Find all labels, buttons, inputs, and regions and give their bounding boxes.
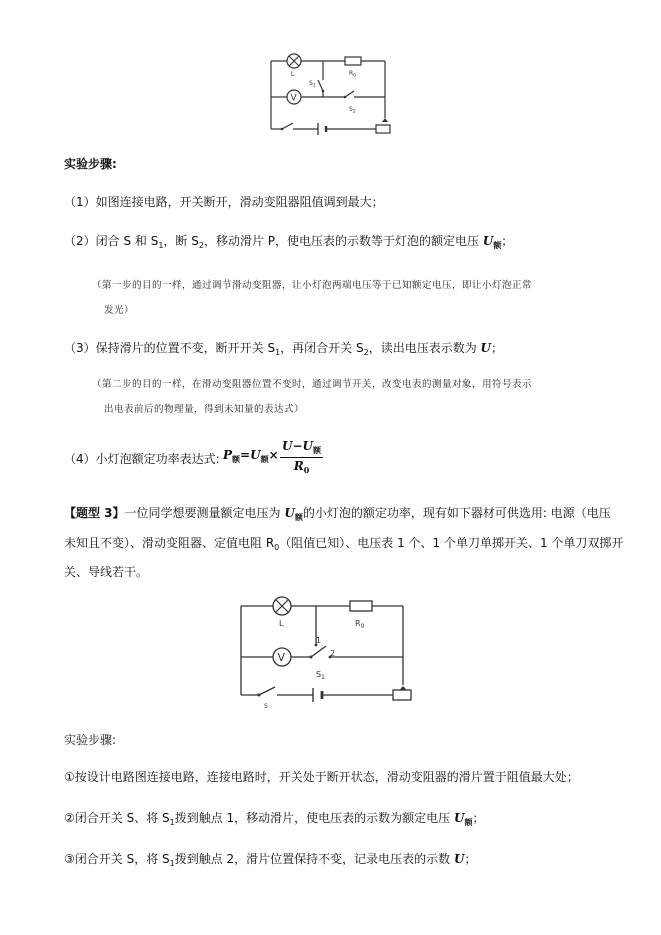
voltmeter-label-2: V [277,651,286,664]
lamp-label: L [291,71,295,78]
step2-text: （2）闭合 S 和 $S_1$，断 $S_2$，移动滑片 P，使电压表的示数等于灯泡的额定电压 $U_额$； [64,234,514,250]
contact-2-label: 2 [330,649,336,658]
contact-1-label: 1 [316,636,322,645]
step3-text: （3）保持滑片的位置不变，断开开关 $S_1$，再闭合开关 $S_2$，读出电压表示数为 U； [64,341,504,357]
step2-2-text: ②闭合开关 S、将 $S_1$拨到触点 1，移动滑片，使电压表的示数为额定电压 $U_额$； [64,811,485,827]
power-formula: $P_额=U_额\times$ [223,448,279,464]
step4-text: （4）小灯泡额定功率表达式: [64,452,220,466]
problem3-line2: 未知且不变）、滑动变阻器、定值电阻 $R_0$（阻值已知）、电压表 1 个、1 个单刀单掷开关、1 个单刀双掷开 [64,536,624,552]
battery-icon-2 [313,688,322,702]
formula-fraction: $U-U_额$ $R_0$ [282,439,321,475]
problem3-line1: 【题型 3】一位同学想要测量额定电压为 $U_额$的小灯泡的额定功率，现有如下器材可供选用: 电源（电压 [64,506,611,522]
step2-3-text: ③闭合开关 S，将 $S_1$拨到触点 2，滑片位置保持不变，记录电压表的示数 U； [64,852,477,868]
s1-label: $S_1$ [309,80,316,89]
step1-text: （1）如图连接电路，开关断开，滑动变阻器阻值调到最大； [64,195,384,209]
steps-heading-2: 实验步骤: [64,733,117,747]
note2-line1: （第二步的目的一样，在滑动变阻器位置不变时，通过调节开关，改变电表的测量对象，用符号表示 [92,379,533,390]
resistor-r0-icon-2 [350,601,372,611]
note1-line1: （第一步的目的一样，通过调节滑动变阻器，让小灯泡两端电压等于已知额定电压，即让小灯泡正常 [92,280,533,291]
switch-s-icon-2 [258,687,276,697]
voltmeter-label: V [290,93,297,104]
switch-s1-spdt-icon [310,644,332,659]
s2-label: $S_2$ [349,106,356,115]
rheostat-icon-2 [393,686,411,700]
s1-label-2: $S_1$ [316,670,325,681]
s-label-2: S [264,703,268,710]
r0-label-2: $R_0$ [355,619,365,630]
note1-line2: 发光） [104,305,135,316]
problem3-line3: 关、导线若干。 [64,565,149,579]
lamp-label-2: L [279,619,284,628]
r0-label: $R_0$ [349,70,357,79]
steps-heading-1: 实验步骤: [64,157,117,171]
step2-1-text: ①按设计电路图连接电路，连接电路时，开关处于断开状态，滑动变阻器的滑片置于阻值最大处； [64,770,579,784]
note2-line2: 出电表前后的物理量，得到未知量的表达式） [104,404,305,415]
